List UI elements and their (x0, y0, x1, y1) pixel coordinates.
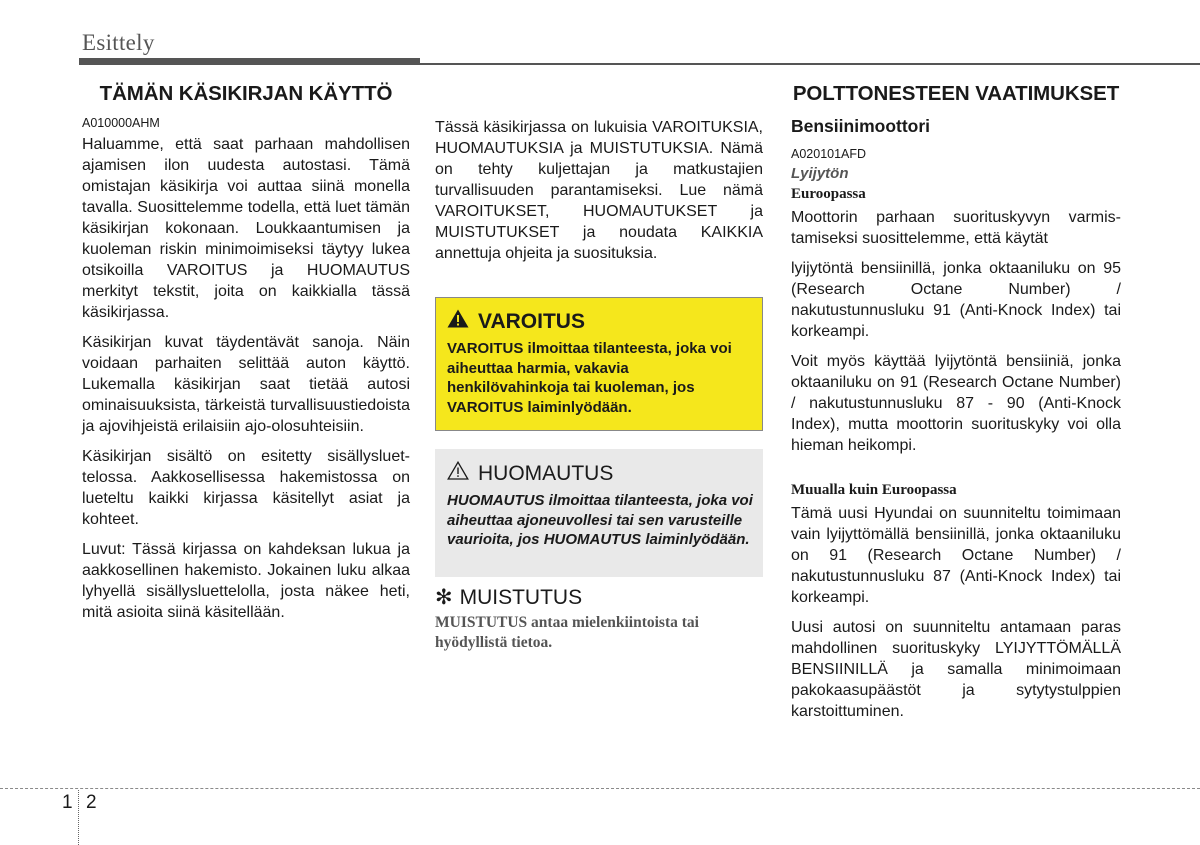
footer-dashed-rule (0, 788, 1200, 789)
section-title: Esittely (82, 30, 155, 55)
intro-column (435, 117, 763, 273)
warning-title: VAROITUS (478, 309, 585, 333)
warning-box (435, 297, 763, 431)
usage-heading: TÄMÄN KÄSIKIRJAN KÄYTTÖ (99, 82, 393, 105)
header-rule-thick (79, 58, 420, 65)
fuel-subheading: Bensiinimoottori (791, 116, 931, 136)
usage-paragraph: Käsikirjan kuvat täydentävät sanoja. Näin voidaan parhaiten selittää auton käyttö. Lukemalla käsikirjan saat tietää autosi ominaisuuksista, tärkeistä turvallisuustiedoista ja ajovihjeistä erilaisiin ajo-olosuhteisiin. (82, 334, 410, 435)
region-europe-label: Euroopassa (791, 186, 866, 202)
page-number: 2 (86, 792, 97, 813)
fuel-heading: POLTTONESTEEN VAATIMUKSET (792, 82, 1120, 105)
usage-paragraph: Luvut: Tässä kirjassa on kahdeksan lukua ja aakkosellinen hakemisto. Jokainen luku alkaa lyhyellä sisällysluettelolla, josta näkee heti, mitä asioita siinä käsitellään. (82, 541, 410, 621)
fuel-paragraph: lyijytöntä bensiinillä, jonka oktaaniluku on 95 (Research Octane Number) / nakutustunnusluku 91 (Anti-Knock Index) tai korkeampi. (791, 260, 1121, 340)
fuel-paragraph: Tämä uusi Hyundai on suunniteltu toimimaan vain lyijyttömällä bensiinillä, jonka oktaaniluku on 91 (Research Octane Number) / nakutustunnusluku 87 (Anti-Knock Index) tai korkeampi. (791, 505, 1121, 606)
fuel-column (791, 82, 1121, 731)
region-outside-europe-label: Muualla kuin Euroopassa (791, 482, 957, 498)
chapter-number: 1 (62, 792, 73, 813)
fuel-code: A020101AFD (791, 147, 867, 161)
page-number-separator (78, 790, 80, 845)
fuel-paragraph: Voit myös käyttää lyijytöntä bensiiniä, jonka oktaaniluku on 91 (Research Octane Number) / nakutustunnusluku 87 - 90 (Anti-Knock Index), mutta moottorin suorituskyky voi olla hieman heikompi. (791, 353, 1121, 454)
usage-paragraph: Käsikirjan sisältö on esitetty sisällysluettelossa. Aakkosellisessa hakemistossa on lueteltu kaikki kirjassa käsitellyt asiat ja kohteet. (82, 448, 410, 528)
note-block (435, 585, 765, 653)
note-text: MUISTUTUS antaa mielenkiintoista tai hyödyllistä tietoa. (435, 614, 699, 651)
header-rule-thin (420, 63, 1200, 65)
caution-triangle-icon (447, 461, 469, 486)
asterisk-icon: ✻ (435, 586, 453, 609)
caution-box (435, 449, 763, 577)
usage-code: A010000AHM (82, 116, 160, 130)
warning-text: VAROITUS ilmoittaa tilanteesta, joka voi aiheuttaa harmia, vakavia henkilövahinkoja tai kuoleman, jos VAROITUS laiminlyödään. (447, 340, 732, 416)
intro-paragraph: Tässä käsikirjassa on lukuisia VAROITUKSIA, HUOMAUTUKSIA ja MUISTUTUKSIA. Nämä on tehty kuljettajan ja matkustajien turvallisuuden parantamiseksi. Lue nämä VAROITUKSET, HUOMAUTUKSET ja MUISTUTUKSET ja noudata KAIKKIA annettuja ohjeita ja suosituksia. (435, 119, 763, 262)
fuel-paragraph: Moottorin parhaan suorituskyvyn varmistamiseksi suosittelemme, että käytät (791, 209, 1121, 247)
usage-column (82, 82, 410, 632)
usage-paragraph: Haluamme, että saat parhaan mahdollisen ajamisen ilon uudesta autostasi. Tämä omistajan käsikirja voi auttaa siinä monella tavalla. Suosittelemme todella, että luet tämän käsikirjan kokonaan. Loukkaantumisen ja kuoleman riskin minimoimiseksi täytyy lukea otsikoilla VAROITUS ja HUOMAUTUS merkityt tekstit, joita on kaikkialla tässä käsikirjassa. (82, 136, 410, 321)
note-title: MUISTUTUS (459, 585, 583, 609)
caution-text: HUOMAUTUS ilmoittaa tilanteesta, joka voi aiheuttaa ajoneuvollesi tai sen varusteille vaurioita, jos HUOMAUTUS laiminlyödään. (447, 492, 753, 548)
caution-title: HUOMAUTUS (478, 461, 614, 485)
warning-triangle-icon (447, 309, 469, 334)
fuel-paragraph: Uusi autosi on suunniteltu antamaan paras mahdollinen suorituskyky LYIJYTTÖMÄLLÄ BENSIINILLÄ ja samalla minimoimaan pakokaasupäästöt ja sytytystulppien karstoittuminen. (791, 619, 1121, 720)
unleaded-label: Lyijytön (791, 165, 849, 182)
